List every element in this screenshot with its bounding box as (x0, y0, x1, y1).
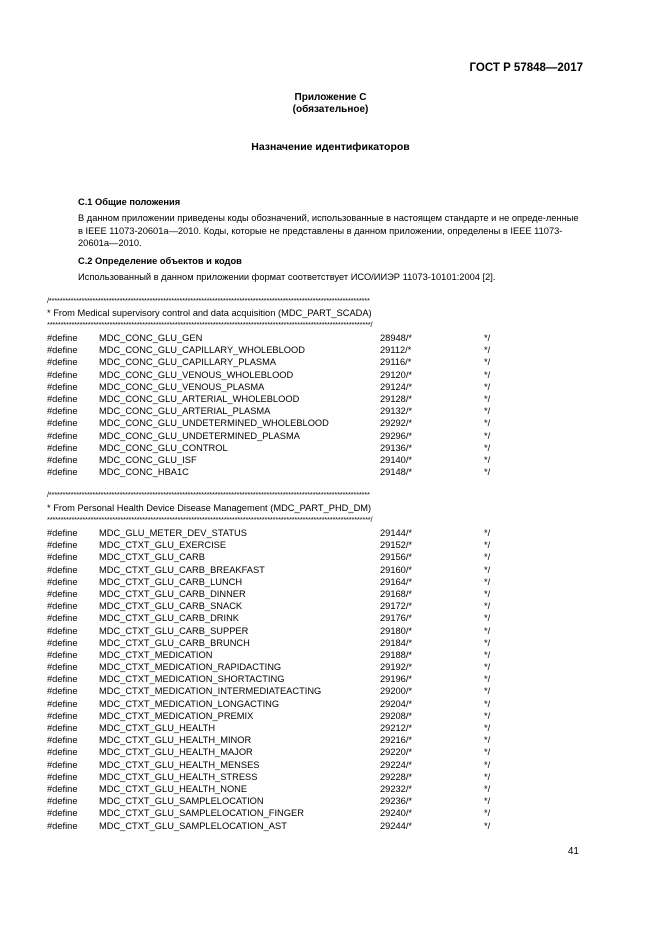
define-keyword: #define (47, 759, 78, 770)
define-name: MDC_CTXT_GLU_CARB_DINNER (99, 588, 246, 599)
define-row (47, 661, 507, 673)
define-row (47, 381, 507, 393)
block2-stars-top: /********************************************************************************************************************** (47, 490, 370, 499)
define-name: MDC_CTXT_GLU_SAMPLELOCATION_AST (99, 820, 287, 831)
define-code: 29112/* (380, 345, 412, 356)
define-code: 29172/* (380, 601, 413, 612)
define-keyword: #define (47, 674, 78, 685)
define-name: MDC_CTXT_MEDICATION_INTERMEDIATEACTING (99, 686, 322, 697)
define-row (47, 344, 507, 356)
define-code: 29212/* (380, 723, 413, 733)
comment-end: */ (484, 771, 491, 782)
define-keyword: #define (47, 552, 78, 563)
comment-end: */ (484, 588, 491, 599)
define-code: 29200/* (380, 686, 413, 697)
define-keyword: #define (47, 601, 78, 612)
define-code: 29240/* (380, 808, 413, 819)
comment-end: */ (484, 333, 491, 343)
define-row (47, 698, 507, 710)
define-name: MDC_CTXT_GLU_EXERCISE (99, 540, 227, 551)
define-row (47, 820, 507, 832)
define-keyword: #define (47, 735, 78, 746)
define-row (47, 612, 507, 624)
define-keyword: #define (47, 783, 78, 794)
define-row (47, 625, 507, 637)
comment-end: */ (484, 710, 491, 721)
comment-end: */ (484, 723, 491, 733)
define-name: MDC_CTXT_MEDICATION_RAPIDACTING (99, 662, 282, 673)
define-code: 29180/* (380, 625, 413, 636)
block1-comment: * From Medical supervisory control and data acquisition (MDC_PART_SCADA) (47, 308, 372, 318)
define-name: MDC_CTXT_GLU_HEALTH_STRESS (99, 771, 258, 782)
comment-end: */ (484, 467, 491, 478)
define-name: MDC_GLU_METER_DEV_STATUS (99, 528, 247, 538)
define-name: MDC_CONC_GLU_ARTERIAL_WHOLEBLOOD (99, 393, 300, 404)
define-keyword: #define (47, 771, 78, 782)
comment-end: */ (484, 369, 491, 380)
appendix-heading: Назначение идентификаторов (251, 141, 410, 153)
define-keyword: #define (47, 808, 78, 819)
define-name: MDC_CTXT_GLU_HEALTH (99, 723, 216, 733)
define-row (47, 649, 507, 661)
section-c2-paragraph: Использованный в данном приложении формат соответствует ИСО/ИИЭР 11073-10101:2004 [2]. (78, 272, 496, 282)
define-row (47, 527, 507, 539)
define-code: 28948/* (380, 333, 413, 343)
block1-define-list (47, 332, 507, 478)
comment-end: */ (484, 564, 491, 575)
define-keyword: #define (47, 588, 78, 599)
define-code: 29176/* (380, 613, 413, 624)
define-name: MDC_CONC_HBA1C (99, 467, 189, 478)
block2-define-list (47, 527, 507, 832)
define-code: 29160/* (380, 564, 413, 575)
block1-stars-bottom: ***********************************************************************************************************************/ (47, 320, 373, 329)
comment-end: */ (484, 552, 491, 563)
define-name: MDC_CTXT_GLU_CARB_SNACK (99, 601, 243, 612)
define-keyword: #define (47, 649, 78, 660)
section-c2-heading: С.2 Определение объектов и кодов (78, 256, 242, 266)
define-code: 29164/* (380, 576, 413, 587)
comment-end: */ (484, 393, 491, 404)
define-name: MDC_CTXT_MEDICATION_LONGACTING (99, 698, 280, 709)
define-keyword: #define (47, 333, 78, 343)
define-row (47, 442, 507, 454)
comment-end: */ (484, 747, 491, 758)
comment-end: */ (484, 528, 491, 538)
define-name: MDC_CTXT_GLU_CARB_LUNCH (99, 576, 243, 587)
define-keyword: #define (47, 796, 78, 807)
define-code: 29184/* (380, 637, 413, 648)
comment-end: */ (484, 442, 491, 453)
comment-end: */ (484, 381, 491, 392)
define-code: 29156/* (380, 552, 413, 563)
define-code: 29136/* (380, 442, 413, 453)
define-row (47, 454, 507, 466)
define-row (47, 539, 507, 551)
comment-end: */ (484, 662, 491, 673)
define-keyword: #define (47, 418, 78, 429)
define-keyword: #define (47, 454, 78, 465)
define-name: MDC_CONC_GLU_VENOUS_WHOLEBLOOD (99, 369, 294, 380)
define-code: 29196/* (380, 674, 413, 685)
comment-end: */ (484, 808, 491, 819)
comment-end: */ (484, 759, 491, 770)
define-keyword: #define (47, 430, 78, 441)
define-keyword: #define (47, 698, 78, 709)
define-code: 29144/* (380, 528, 413, 538)
block2-comment: * From Personal Health Device Disease Management (MDC_PART_PHD_DM) (47, 503, 372, 513)
define-keyword: #define (47, 564, 78, 575)
define-keyword: #define (47, 369, 78, 380)
define-row (47, 332, 507, 344)
block2-stars-bottom: ***********************************************************************************************************************/ (47, 515, 373, 524)
comment-end: */ (484, 357, 491, 368)
comment-end: */ (484, 613, 491, 624)
define-row (47, 746, 507, 758)
define-code: 29152/* (380, 540, 413, 551)
define-name: MDC_CONC_GLU_ARTERIAL_PLASMA (99, 406, 271, 417)
define-name: MDC_CONC_GLU_UNDETERMINED_PLASMA (99, 430, 300, 441)
define-code: 29116/* (380, 357, 412, 368)
define-code: 29232/* (380, 783, 413, 794)
define-keyword: #define (47, 406, 78, 417)
section-c2-text (47, 271, 585, 284)
define-name: MDC_CTXT_GLU_CARB_DRINK (99, 613, 239, 624)
define-row (47, 588, 507, 600)
define-name: MDC_CONC_GLU_CAPILLARY_PLASMA (99, 357, 277, 368)
define-code: 29204/* (380, 698, 413, 709)
define-row (47, 673, 507, 685)
define-row (47, 600, 507, 612)
define-keyword: #define (47, 637, 78, 648)
define-row (47, 771, 507, 783)
define-name: MDC_CTXT_MEDICATION (99, 649, 213, 660)
comment-end: */ (484, 406, 491, 417)
block1-stars-top: /********************************************************************************************************************** (47, 296, 370, 305)
define-keyword: #define (47, 820, 78, 831)
define-row (47, 795, 507, 807)
define-code: 29140/* (380, 454, 413, 465)
define-name: MDC_CTXT_GLU_CARB_SUPPER (99, 625, 249, 636)
comment-end: */ (484, 735, 491, 746)
comment-end: */ (484, 454, 491, 465)
comment-end: */ (484, 576, 491, 587)
define-keyword: #define (47, 467, 78, 478)
define-name: MDC_CTXT_GLU_HEALTH_MINOR (99, 735, 252, 746)
section-c1-paragraph: В данном приложении приведены коды обозначений, использованные в настоящем стандарте и не опреде-ленные в IEEE 11073-20601a—2010. Коды, которые не представлены в данном приложении, определены в IEEE 11073-20601a—2010. (78, 213, 579, 249)
appendix-subtitle: (обязательное) (292, 104, 369, 115)
comment-end: */ (484, 820, 491, 831)
define-name: MDC_CTXT_MEDICATION_PREMIX (99, 710, 254, 721)
define-code: 29220/* (380, 747, 413, 758)
define-name: MDC_CTXT_GLU_HEALTH_MAJOR (99, 747, 253, 758)
section-c1-text (47, 212, 585, 250)
define-name: MDC_CTXT_GLU_HEALTH_MENSES (99, 759, 260, 770)
appendix-title: Приложение С (294, 92, 367, 103)
define-row (47, 369, 507, 381)
define-code: 29188/* (380, 649, 413, 660)
comment-end: */ (484, 649, 491, 660)
define-code: 29208/* (380, 710, 413, 721)
define-keyword: #define (47, 345, 78, 356)
define-name: MDC_CONC_GLU_ISF (99, 454, 197, 465)
define-row (47, 807, 507, 819)
define-code: 29192/* (380, 662, 413, 673)
define-code: 29216/* (380, 735, 413, 746)
define-code: 29124/* (380, 381, 413, 392)
define-row (47, 576, 507, 588)
define-keyword: #define (47, 625, 78, 636)
comment-end: */ (484, 796, 491, 807)
define-row (47, 417, 507, 429)
comment-end: */ (484, 698, 491, 709)
define-code: 29168/* (380, 588, 413, 599)
define-name: MDC_CONC_GLU_UNDETERMINED_WHOLEBLOOD (99, 418, 329, 429)
define-keyword: #define (47, 528, 78, 538)
comment-end: */ (484, 601, 491, 612)
define-name: MDC_CTXT_GLU_SAMPLELOCATION_FINGER (99, 808, 304, 819)
comment-end: */ (484, 345, 491, 356)
define-row (47, 734, 507, 746)
define-keyword: #define (47, 540, 78, 551)
comment-end: */ (484, 625, 491, 636)
define-keyword: #define (47, 357, 78, 368)
define-name: MDC_CONC_GLU_CONTROL (99, 442, 228, 453)
define-name: MDC_CTXT_GLU_CARB_BRUNCH (99, 637, 250, 648)
define-code: 29236/* (380, 796, 413, 807)
define-name: MDC_CONC_GLU_CAPILLARY_WHOLEBLOOD (99, 345, 305, 356)
define-code: 29292/* (380, 418, 413, 429)
define-code: 29132/* (380, 406, 413, 417)
define-name: MDC_CONC_GLU_GEN (99, 333, 203, 343)
define-name: MDC_CTXT_GLU_HEALTH_NONE (99, 783, 248, 794)
define-row (47, 710, 507, 722)
define-row (47, 564, 507, 576)
define-code: 29120/* (380, 369, 413, 380)
section-c1-heading: С.1 Общие положения (78, 197, 181, 207)
define-row (47, 430, 507, 442)
define-keyword: #define (47, 662, 78, 673)
define-name: MDC_CTXT_GLU_SAMPLELOCATION (99, 796, 264, 807)
define-row (47, 637, 507, 649)
define-row (47, 466, 507, 478)
comment-end: */ (484, 637, 491, 648)
define-row (47, 685, 507, 697)
define-keyword: #define (47, 381, 78, 392)
define-code: 29148/* (380, 467, 413, 478)
define-row (47, 783, 507, 795)
define-name: MDC_CTXT_MEDICATION_SHORTACTING (99, 674, 285, 685)
comment-end: */ (484, 783, 491, 794)
comment-end: */ (484, 418, 491, 429)
define-name: MDC_CTXT_GLU_CARB (99, 552, 205, 563)
define-code: 29224/* (380, 759, 413, 770)
standard-number: ГОСТ Р 57848—2017 (469, 62, 583, 74)
define-name: MDC_CTXT_GLU_CARB_BREAKFAST (99, 564, 265, 575)
define-row (47, 551, 507, 563)
define-keyword: #define (47, 576, 78, 587)
define-row (47, 759, 507, 771)
define-keyword: #define (47, 710, 78, 721)
comment-end: */ (484, 430, 491, 441)
define-keyword: #define (47, 747, 78, 758)
comment-end: */ (484, 674, 491, 685)
define-row (47, 405, 507, 417)
define-code: 29296/* (380, 430, 413, 441)
define-keyword: #define (47, 442, 78, 453)
define-keyword: #define (47, 723, 78, 733)
define-keyword: #define (47, 613, 78, 624)
define-row (47, 356, 507, 368)
define-name: MDC_CONC_GLU_VENOUS_PLASMA (99, 381, 265, 392)
define-keyword: #define (47, 393, 78, 404)
page-number: 41 (567, 846, 579, 857)
define-row (47, 722, 507, 734)
comment-end: */ (484, 686, 491, 697)
comment-end: */ (484, 540, 491, 551)
define-code: 29128/* (380, 393, 413, 404)
define-keyword: #define (47, 686, 78, 697)
define-row (47, 393, 507, 405)
define-code: 29244/* (380, 820, 413, 831)
define-code: 29228/* (380, 771, 413, 782)
